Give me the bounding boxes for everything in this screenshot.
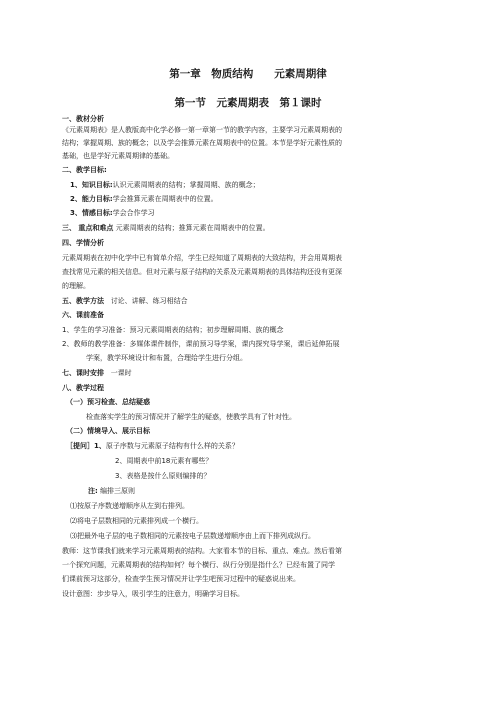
heading-teaching-process: 八、教学过程 bbox=[62, 384, 104, 392]
heading-student-analysis: 四、学情分析 bbox=[62, 239, 104, 247]
paragraph-line: 2、教师的教学准备：多媒体课件制作，课前预习导学案，课内探究导学案，课后延伸拓展 bbox=[62, 340, 340, 348]
goal-item bbox=[70, 194, 442, 204]
question-line: 2、周期表中前18元素有哪些？ bbox=[115, 457, 213, 465]
goal-item bbox=[70, 180, 442, 190]
paragraph-line: 学案，教学环境设计和布置，合理给学生进行分组。 bbox=[86, 354, 247, 362]
heading-preview-check: （一）预习检查、总结疑惑 bbox=[66, 398, 150, 406]
teacher-line: 一个探究问题，元素周期表的结构如何？每个横行、纵行分别是指什么？已经布置了同学 bbox=[62, 561, 335, 569]
paragraph-line: 《元素周期表》是人教版高中化学必修一第一章第一节的教学内容，主要学习元素周期表的 bbox=[62, 126, 342, 134]
goal-text: 学会推算元素在周期表中的位置。 bbox=[112, 195, 218, 203]
note-label: 注: bbox=[88, 487, 98, 495]
teaching-method-line bbox=[62, 296, 434, 306]
section-title: 第一节 元素周期表 第１课时 bbox=[174, 97, 322, 109]
goal-text: 学会合作学习 bbox=[112, 209, 155, 217]
goal-label: 2、能力目标: bbox=[70, 195, 113, 203]
teaching-method-text: 讨论、讲解、练习相结合 bbox=[110, 297, 188, 305]
goal-label: 3、情感目标: bbox=[70, 209, 113, 217]
goal-item bbox=[70, 208, 442, 218]
note-line bbox=[88, 486, 460, 496]
heading-schedule: 七、课时安排 bbox=[62, 369, 104, 377]
goal-text: 认识元素周期表的结构；掌握周期、族的概念； bbox=[112, 181, 260, 189]
teacher-line: 教师：这节课我们就来学习元素周期表的结构。大家看本节的目标、重点、难点。然后看第 bbox=[62, 547, 342, 555]
paragraph-line: 元素周期表在初中化学中已有简单介绍，学生已经知道了周期表的大致结构，并会用周期表 bbox=[62, 254, 342, 262]
rule-item: ⑵将电子层数相同的元素排列成一个横行。 bbox=[70, 517, 203, 525]
chapter-title: 第一章 物质结构 元素周期律 bbox=[169, 68, 327, 80]
question-label: ［提问］1、 bbox=[66, 442, 106, 450]
paragraph-line: 1、学生的学习准备：预习元素周期表的结构；初步理解周期、族的概念 bbox=[62, 326, 284, 334]
schedule-text: 一课时 bbox=[110, 369, 132, 377]
rule-item: ⑴按原子序数递增顺序从左到右排列。 bbox=[70, 502, 189, 510]
question-text: 原子序数与元素原子结构有什么样的关系？ bbox=[105, 442, 239, 450]
question-line: 3、表格是按什么原则编排的？ bbox=[115, 472, 211, 480]
heading-teaching-goals: 二、教学目标: bbox=[62, 166, 107, 174]
paragraph-line: 查找常见元素的相关信息。但对元素与原子结构的关系及元素周期表的具体结构还没有更深 bbox=[62, 268, 342, 276]
note-text: 编排三原则 bbox=[100, 487, 136, 495]
paragraph-line: 的理解。 bbox=[62, 282, 90, 290]
rule-item: ⑶把最外电子层的电子数相同的元素按电子层数递增顺序由上而下排列成纵行。 bbox=[70, 532, 315, 540]
design-intent: 设计意图：步步导入，吸引学生的注意力，明确学习目标。 bbox=[62, 590, 244, 598]
key-points-text: 元素周期表的结构；推算元素在周期表中的位置。 bbox=[115, 224, 270, 232]
question-line bbox=[66, 441, 438, 451]
goal-label: 1、知识目标: bbox=[70, 181, 113, 189]
key-points-line bbox=[62, 223, 434, 233]
heading-teaching-method: 五、教学方法 bbox=[62, 297, 104, 305]
heading-preparation: 六、课前准备 bbox=[62, 311, 104, 319]
heading-textbook-analysis: 一、教材分析 bbox=[62, 115, 104, 123]
paragraph-line: 结构；掌握周期、族的概念；以及学会推算元素在周期表中的位置。本节是学好元素性质的 bbox=[62, 139, 342, 147]
heading-situation-intro: （二）情境导入、展示目标 bbox=[66, 427, 150, 435]
heading-key-points: 三、 重点和难点 bbox=[62, 224, 114, 232]
paragraph-line: 检查落实学生的预习情况并了解学生的疑惑，使教学具有了针对性。 bbox=[86, 413, 296, 421]
teacher-line: 们课前预习这部分，检查学生预习情况并让学生吧预习过程中的疑惑说出来。 bbox=[62, 575, 300, 583]
paragraph-line: 基础，也是学好元素周期律的基础。 bbox=[62, 152, 174, 160]
schedule-line bbox=[62, 368, 434, 378]
